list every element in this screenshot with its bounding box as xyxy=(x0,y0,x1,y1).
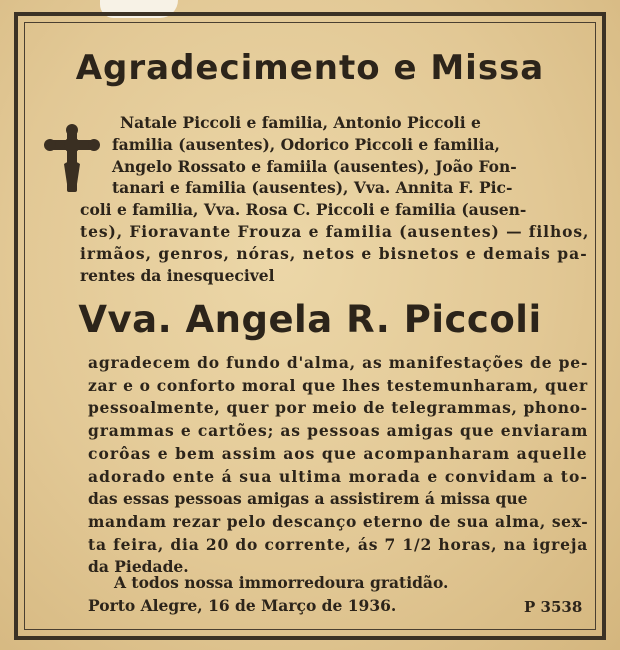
notice-title: Agradecimento e Missa xyxy=(75,48,545,88)
family-line: tanari e familia (ausentes), Vva. Annita F. Pic- xyxy=(112,178,513,198)
deceased-name: Vva. Angela R. Piccoli xyxy=(78,298,542,341)
body-line: adorado ente á sua ultima morada e convidam a to- xyxy=(88,466,588,486)
family-line: familia (ausentes), Odorico Piccoli e familia, xyxy=(112,134,500,154)
body-line: pessoalmente, quer por meio de telegrammas, phono- xyxy=(88,398,588,418)
body-line: ta feira, dia 20 do corrente, ás 7 1/2 horas, na igreja xyxy=(88,534,589,554)
cross-icon xyxy=(44,124,100,194)
gratitude-line: A todos nossa immorredoura gratidão. xyxy=(114,573,449,592)
family-line: coli e familia, Vva. Rosa C. Piccoli e familia (ausen- xyxy=(80,200,527,220)
body-line: corôas e bem assim aos que acompanharam aquelle xyxy=(88,443,588,463)
family-line: tes), Fioravante Frouza e familia (ausentes) — filhos, xyxy=(80,222,590,241)
place-date: Porto Alegre, 16 de Março de 1936. xyxy=(88,596,397,615)
family-line: Natale Piccoli e familia, Antonio Piccoli e xyxy=(120,113,481,132)
family-line: Angelo Rossato e famiila (ausentes), João Fon- xyxy=(112,156,517,176)
body-line: mandam rezar pelo descanço eterno de sua alma, sex- xyxy=(88,511,589,531)
family-line: irmãos, genros, nóras, netos e bisnetos e demais pa- xyxy=(80,243,588,263)
body-line: das essas pessoas amigas a assistirem á missa que xyxy=(88,489,528,509)
body-line: zar e o conforto moral que lhes testemunharam, quer xyxy=(88,375,588,395)
body-line: grammas e cartões; as pessoas amigas que enviaram xyxy=(88,421,589,441)
family-line: rentes da inesquecivel xyxy=(80,265,275,285)
body-line: da Piedade. xyxy=(88,557,189,577)
body-line: agradecem do fundo d'alma, as manifestações de pe- xyxy=(88,353,589,372)
reference-code: P 3538 xyxy=(524,598,583,616)
